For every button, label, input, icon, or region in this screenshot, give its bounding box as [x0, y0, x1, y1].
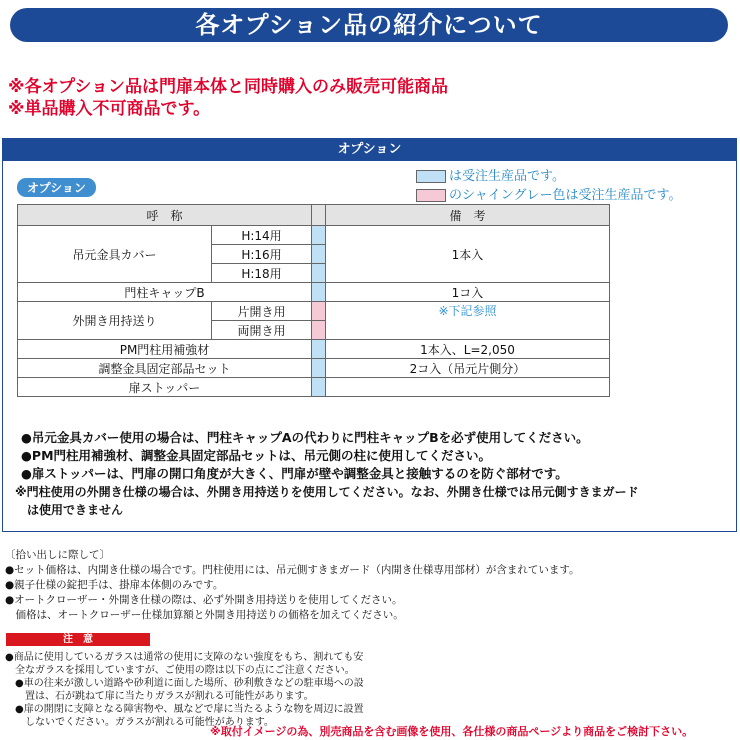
bullet-line: ●PM門柱用補強材、調整金具固定部品セットは、吊元側の柱に使用してください。 — [21, 448, 492, 463]
cover-note: 1本入 — [326, 226, 610, 283]
blue-mark — [312, 245, 326, 264]
blue-mark — [312, 283, 326, 302]
legend-pink-text: のシャイングレー色は受注生産品です。 — [449, 188, 682, 203]
pm-name: PM門柱用補強材 — [18, 340, 312, 359]
legend-blue-swatch — [416, 170, 446, 183]
blue-note-line-2: は使用できません — [15, 503, 124, 517]
estimate-line: ●セット価格は、内開き仕様の場合です。門柱使用には、吊元側すきまガード（内開き仕様専用部材）が含まれています。 — [5, 564, 580, 576]
caution-line: 置は、石が跳ねて扉に当たりガラスが割れる可能性があります。 — [5, 691, 314, 702]
okuri-kata: 片開き用 — [212, 302, 312, 321]
caution-label: 注 意 — [6, 633, 150, 646]
warning-line-2: ※単品購入不可商品です。 — [8, 99, 211, 119]
option-label-badge: オプション — [17, 178, 96, 197]
estimate-line: 価格は、オートクローザー仕様加算額と外開き用持送りの価格を加えてください。 — [5, 609, 404, 621]
pink-mark — [312, 302, 326, 321]
okuri-name: 外開き用持送り — [18, 302, 212, 340]
legend-pink — [416, 184, 681, 203]
legend-blue — [416, 165, 565, 184]
col-note-header: 備 考 — [326, 205, 610, 226]
cover-name: 吊元金具カバー — [18, 226, 212, 283]
table-header-row — [18, 205, 610, 226]
caution-line: しないでください。ガラスが割れる可能性があります。 — [5, 717, 274, 728]
blue-mark — [312, 264, 326, 283]
header-mark-cell — [312, 205, 326, 226]
pm-note: 1本入、L=2,050 — [326, 340, 610, 359]
cover-h16: H:16用 — [212, 245, 312, 264]
okuri-note: ※下記参照 — [326, 302, 610, 340]
caution-line: ●商品に使用しているガラスは通常の使用に支障のない強度をもち、割れても安 — [5, 652, 364, 663]
bullet-line: ●扉ストッパーは、門扉の開口角度が大きく、門扉が壁や調整金具と接触するのを防ぐ部材です。 — [21, 466, 568, 481]
caution-line: ●車の往来が激しい道路や砂利道に面した場所、砂利敷きなどの駐車場への設 — [5, 678, 364, 689]
blue-mark — [312, 378, 326, 397]
blue-note-line-1: ※門柱使用の外開き仕様の場合は、外開き用持送りを使用してください。なお、外開き仕様では吊元側すきまガード — [15, 485, 639, 499]
capb-note: 1コ入 — [326, 283, 610, 302]
option-panel — [2, 138, 737, 532]
page-title: 各オプション品の紹介について — [10, 8, 728, 42]
estimate-line: ●オートクローザー・外開き仕様の際は、必ず外開き用持送りを使用してください。 — [5, 594, 403, 606]
blue-mark — [312, 340, 326, 359]
stopper-name: 扉ストッパー — [18, 378, 312, 397]
panel-header: オプション — [3, 139, 736, 161]
caution-line: ●扉の開閉に支障となる障害物や、風などで扉に当たるような物を周辺に設置 — [5, 704, 364, 715]
table-row — [18, 378, 610, 397]
table-row — [18, 283, 610, 302]
chosei-name: 調整金具固定部品セット — [18, 359, 312, 378]
table-row — [18, 302, 610, 321]
footer-note: ※取付イメージの為、別売商品を含む画像を使用、各仕様の商品ページより商品をご検討下さい。 — [210, 725, 694, 738]
legend-pink-swatch — [416, 189, 446, 202]
option-table — [17, 204, 610, 397]
caution-line: 全なガラスを採用していますが、ご使用の際は以下の点にご注意ください。 — [5, 665, 355, 676]
pink-mark — [312, 321, 326, 340]
blue-mark — [312, 226, 326, 245]
chosei-note: 2コ入（吊元片側分） — [326, 359, 610, 378]
estimate-heading: 〔拾い出しに際して〕 — [5, 549, 110, 561]
estimate-line: ●親子仕様の錠把手は、掛扉本体側のみです。 — [5, 579, 224, 591]
blue-mark — [312, 359, 326, 378]
cover-h14: H:14用 — [212, 226, 312, 245]
table-row — [18, 359, 610, 378]
col-name-header: 呼 称 — [18, 205, 312, 226]
warning-line-1: ※各オプション品は門扉本体と同時購入のみ販売可能商品 — [8, 77, 448, 97]
legend-blue-text: は受注生産品です。 — [449, 169, 565, 184]
table-row — [18, 226, 610, 245]
table-row — [18, 340, 610, 359]
capb-name: 門柱キャップB — [18, 283, 312, 302]
stopper-note — [326, 378, 610, 397]
cover-h18: H:18用 — [212, 264, 312, 283]
bullet-line: ●吊元金具カバー使用の場合は、門柱キャップAの代わりに門柱キャップBを必ず使用してください。 — [21, 430, 589, 445]
okuri-ryo: 両開き用 — [212, 321, 312, 340]
